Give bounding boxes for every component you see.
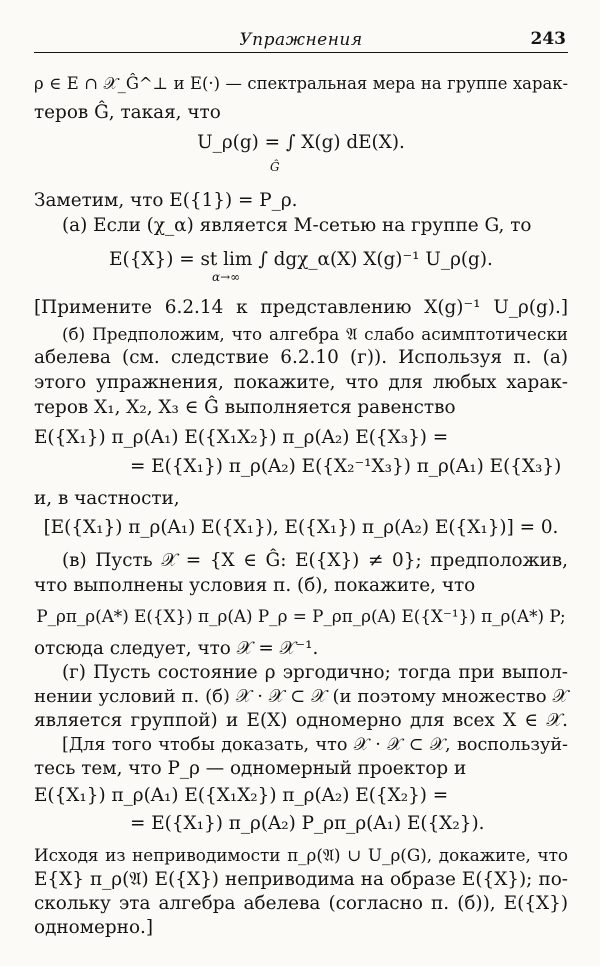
equation-line: E({X₁}) π_ρ(A₁) E({X₁X₂}) π_ρ(A₂) E({X₂}) = bbox=[34, 785, 449, 806]
text-line: является группой) и E(X) одномерно для всех X ∈ 𝒳. bbox=[34, 710, 568, 731]
text-line: E{X} π_ρ(𝔄) E({X}) неприводима на образе E({X}); по- bbox=[34, 869, 568, 890]
text-line: [Для того чтобы доказать, что 𝒳 · 𝒳 ⊂ 𝒳, воспользуй- bbox=[62, 735, 568, 755]
text-line: теров X₁, X₂, X₃ ∈ Ĝ выполняется равенство bbox=[34, 397, 456, 418]
text-line: нении условий п. (б) 𝒳 · 𝒳 ⊂ 𝒳 (и поэтому множество 𝒳 bbox=[34, 686, 568, 707]
text-line: (б) Предположим, что алгебра 𝔄 слабо асимптотически bbox=[62, 324, 568, 344]
text-line: ρ ∈ E ∩ 𝒳_Ĝ^⊥ и E(·) — спектральная мера на группе харак- bbox=[34, 74, 568, 93]
page-number: 243 bbox=[530, 29, 566, 49]
text-line: одномерно.] bbox=[34, 917, 154, 938]
equation-line: E({X₁}) π_ρ(A₁) E({X₁X₂}) π_ρ(A₂) E({X₃}) = bbox=[34, 427, 449, 448]
text-line: что выполнены условия п. (б), покажите, что bbox=[34, 575, 476, 596]
running-header bbox=[34, 26, 568, 53]
text-line: Исходя из неприводимости π_ρ(𝔄) ∪ U_ρ(G), докажите, что bbox=[34, 845, 568, 865]
integral-subscript: Ĝ bbox=[270, 160, 280, 174]
equation-line: E({X}) = st lim ∫ dgχ_α(X) X(g)⁻¹ U_ρ(g). bbox=[109, 249, 493, 270]
text-line: отсюда следует, что 𝒳 = 𝒳⁻¹. bbox=[34, 638, 319, 659]
header-title: Упражнения bbox=[239, 30, 363, 50]
text-line: этого упражнения, покажите, что для любых харак- bbox=[34, 372, 568, 393]
text-line: (а) Если (χ_α) является M-сетью на группе G, то bbox=[62, 215, 532, 236]
text-line: Заметим, что E({1}) = P_ρ. bbox=[34, 190, 298, 211]
equation-line: U_ρ(g) = ∫ X(g) dE(X). bbox=[197, 132, 405, 153]
text-line: [Примените 6.2.14 к представлению X(g)⁻¹ U_ρ(g).] bbox=[34, 297, 568, 318]
text-line: абелева (см. следствие 6.2.10 (г)). Используя п. (а) bbox=[34, 347, 568, 368]
equation-line: P_ρπ_ρ(A*) E({X}) π_ρ(A) P_ρ = P_ρπ_ρ(A) E({X⁻¹}) π_ρ(A*) P; bbox=[36, 606, 566, 626]
equation-line: = E({X₁}) π_ρ(A₂) E({X₂⁻¹X₃}) π_ρ(A₁) E({X₃}) bbox=[130, 456, 562, 477]
text-line: и, в частности, bbox=[34, 488, 180, 509]
equation-line: [E({X₁}) π_ρ(A₁) E({X₁}), E({X₁}) π_ρ(A₂) E({X₁})] = 0. bbox=[43, 517, 559, 538]
limit-subscript: α→∞ bbox=[212, 270, 241, 284]
text-line: теров Ĝ, такая, что bbox=[34, 102, 221, 123]
text-line: (г) Пусть состояние ρ эргодично; тогда при выпол- bbox=[62, 662, 568, 683]
equation-line: = E({X₁}) π_ρ(A₂) P_ρπ_ρ(A₁) E({X₂}). bbox=[130, 813, 485, 834]
text-line: тесь тем, что P_ρ — одномерный проектор и bbox=[34, 758, 467, 779]
text-line: (в) Пусть 𝒳 = {X ∈ Ĝ: E({X}) ≠ 0}; предположив, bbox=[62, 550, 568, 571]
text-line: скольку эта алгебра абелева (согласно п. (б)), E({X}) bbox=[34, 893, 568, 914]
